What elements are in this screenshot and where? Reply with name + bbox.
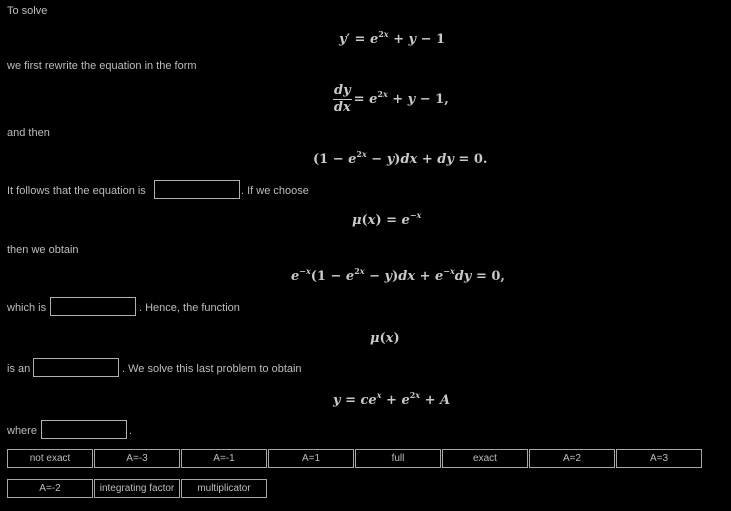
equation-differential-form: $(1 - e^{2x} - y)dx$ + dy = 0.: [313, 149, 488, 167]
text-hence-the-function: . Hence, the function: [139, 302, 240, 314]
text-where: where: [7, 425, 37, 437]
equation-dydx: $\frac{dy}{dx}$ = $e^{2x} + y - 1$,: [333, 83, 449, 115]
option-multiplicator[interactable]: multiplicator: [181, 479, 267, 498]
equation-original: $y' = e^{2x} + y - 1$: [339, 29, 446, 47]
equation-mu: μ(x): [370, 331, 400, 346]
option-a-1[interactable]: A=1: [268, 449, 354, 468]
text-period: .: [129, 425, 133, 437]
text-then-we-obtain: then we obtain: [7, 244, 79, 256]
text-which-is: which is: [7, 302, 47, 314]
option-not-exact[interactable]: not exact: [7, 449, 93, 468]
equation-mu-choice: $\mu(x) = e^{-x}$: [352, 210, 422, 228]
option-a-minus-3[interactable]: A=-3: [94, 449, 180, 468]
text-is-an: is an: [7, 363, 31, 375]
equation-multiplied: $e^{-x}(1 - e^{2x} - y)dx + e^{-x}dy = 0$,: [291, 266, 505, 284]
blank-function-role[interactable]: [33, 358, 119, 377]
equation-solution: $y = ce^x + e^{2x} + A$: [333, 390, 451, 408]
option-full[interactable]: full: [355, 449, 441, 468]
text-if-we-choose: . If we choose: [241, 185, 309, 197]
option-a-minus-2[interactable]: A=-2: [7, 479, 93, 498]
text-and-then: and then: [7, 127, 50, 139]
option-exact[interactable]: exact: [442, 449, 528, 468]
blank-new-equation-type[interactable]: [50, 297, 136, 316]
option-a-3[interactable]: A=3: [616, 449, 702, 468]
text-rewrite: we first rewrite the equation in the form: [7, 60, 197, 72]
blank-equation-type[interactable]: [154, 180, 240, 199]
option-a-2[interactable]: A=2: [529, 449, 615, 468]
option-integrating-factor[interactable]: integrating factor: [94, 479, 180, 498]
option-a-minus-1[interactable]: A=-1: [181, 449, 267, 468]
text-it-follows: It follows that the equation is: [7, 185, 146, 197]
text-to-solve: To solve: [7, 5, 48, 17]
blank-constant-a[interactable]: [41, 420, 127, 439]
text-we-solve: . We solve this last problem to obtain: [122, 363, 302, 375]
